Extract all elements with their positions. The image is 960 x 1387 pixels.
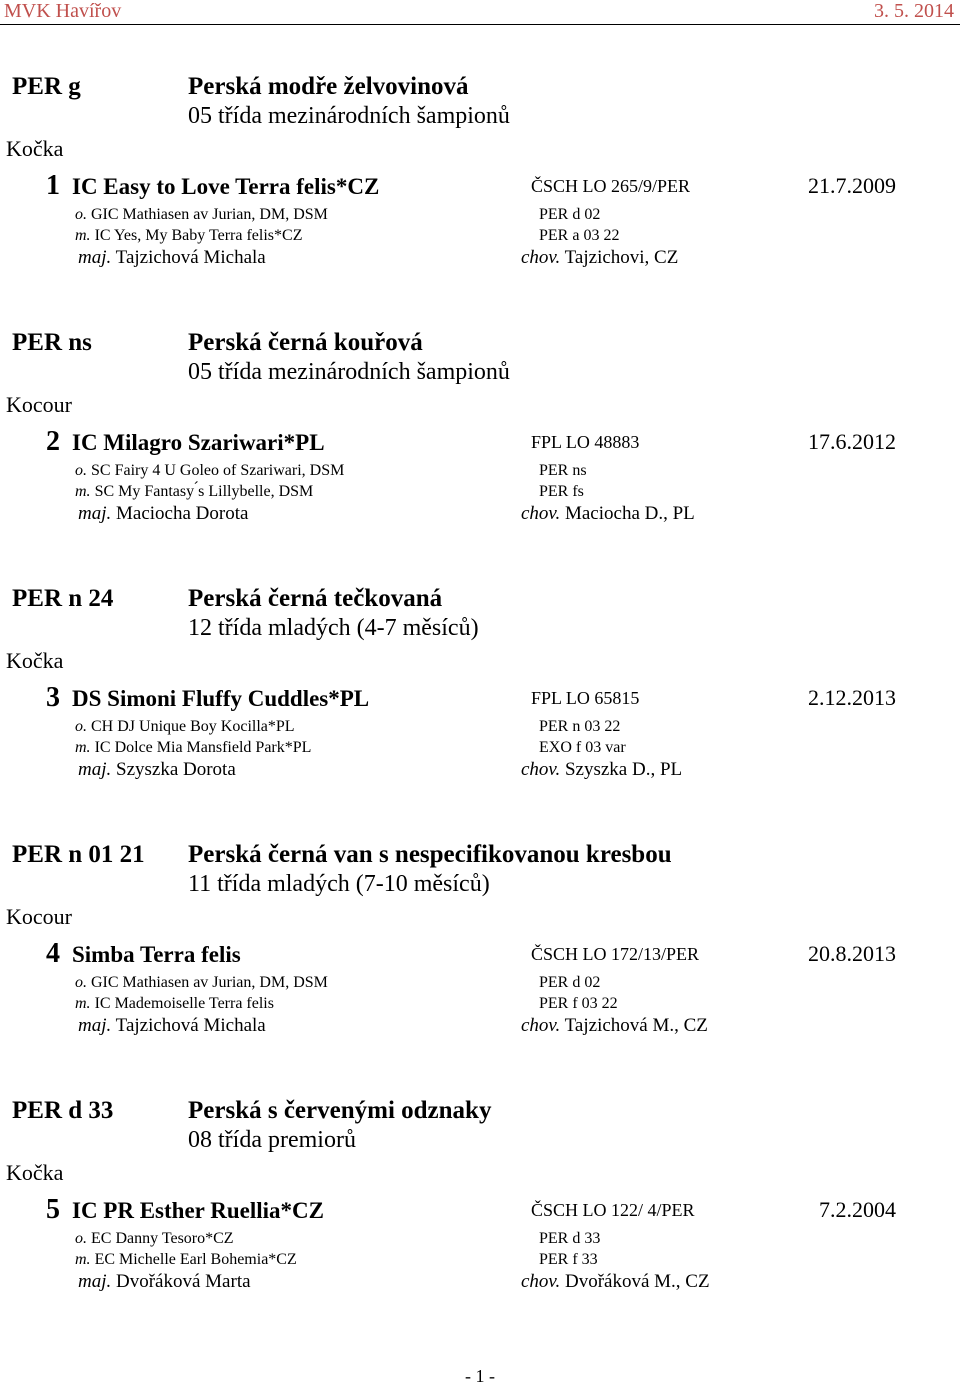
mother-line xyxy=(75,1251,297,1269)
header-club: MVK Havířov xyxy=(4,0,122,22)
father-name: SC Fairy 4 U Goleo of Szariwari, DSM xyxy=(91,462,345,479)
owner-line xyxy=(78,247,266,269)
mother-ems: PER f 33 xyxy=(539,1251,598,1268)
mother-ems: PER fs xyxy=(539,483,584,500)
header-date: 3. 5. 2014 xyxy=(874,0,954,22)
breed-name: Perská černá tečkovaná xyxy=(188,585,443,612)
mother-ems: PER a 03 22 xyxy=(539,227,620,244)
class-name: 05 třída mezinárodních šampionů xyxy=(188,103,510,129)
sex-label: Kočka xyxy=(6,1160,64,1185)
cat-registration: FPL LO 48883 xyxy=(531,432,640,452)
mother-label: m. xyxy=(75,1251,91,1268)
breed-name: Perská černá van s nespecifikovanou kresbou xyxy=(188,841,672,868)
cat-birth-date: 7.2.2004 xyxy=(819,1197,896,1222)
mother-label: m. xyxy=(75,483,91,500)
mother-ems: PER f 03 22 xyxy=(539,995,618,1012)
owner-line xyxy=(78,759,236,781)
breed-section xyxy=(0,585,960,805)
breed-code: PER n 01 21 xyxy=(12,841,145,868)
owner-line xyxy=(78,503,248,525)
owner-name: Szyszka Dorota xyxy=(116,759,236,780)
mother-line xyxy=(75,483,313,501)
breeder-line xyxy=(521,503,695,525)
owner-label: maj. xyxy=(78,503,112,524)
father-label: o. xyxy=(75,718,87,735)
father-name: EC Danny Tesoro*CZ xyxy=(91,1230,234,1247)
owner-label: maj. xyxy=(78,759,112,780)
mother-ems: EXO f 03 var xyxy=(539,739,626,756)
breeder-label: chov. xyxy=(521,1271,561,1292)
breed-section xyxy=(0,841,960,1061)
father-ems: PER d 02 xyxy=(539,206,601,223)
cat-name: IC Easy to Love Terra felis*CZ xyxy=(72,174,380,199)
sex-label: Kočka xyxy=(6,136,64,161)
catalog-number: 3 xyxy=(46,682,60,713)
father-label: o. xyxy=(75,1230,87,1247)
cat-birth-date: 21.7.2009 xyxy=(808,173,896,198)
mother-name: SC My Fantasy ́s Lillybelle, DSM xyxy=(94,483,314,500)
mother-name: IC Mademoiselle Terra felis xyxy=(94,995,274,1012)
mother-name: EC Michelle Earl Bohemia*CZ xyxy=(94,1251,297,1268)
owner-label: maj. xyxy=(78,247,112,268)
breed-section xyxy=(0,73,960,293)
catalog-number: 4 xyxy=(46,938,60,969)
breed-code: PER g xyxy=(12,73,81,100)
mother-line xyxy=(75,227,302,245)
father-ems: PER n 03 22 xyxy=(539,718,621,735)
breeder-label: chov. xyxy=(521,503,561,524)
breed-name: Perská s červenými odznaky xyxy=(188,1097,492,1124)
catalog-number: 1 xyxy=(46,170,60,201)
owner-line xyxy=(78,1271,251,1293)
father-ems: PER ns xyxy=(539,462,587,479)
mother-line xyxy=(75,739,311,757)
mother-line xyxy=(75,995,274,1013)
father-line xyxy=(75,718,295,736)
breeder-name: Maciocha D., PL xyxy=(564,503,695,524)
breed-name: Perská modře želvovinová xyxy=(188,73,469,100)
cat-name: Simba Terra felis xyxy=(72,942,241,967)
father-line xyxy=(75,974,328,992)
breeder-name: Dvořáková M., CZ xyxy=(564,1271,710,1292)
mother-label: m. xyxy=(75,995,91,1012)
father-line xyxy=(75,206,328,224)
father-name: GIC Mathiasen av Jurian, DM, DSM xyxy=(91,206,328,223)
owner-label: maj. xyxy=(78,1015,112,1036)
cat-name: IC Milagro Szariwari*PL xyxy=(72,430,325,455)
header-divider xyxy=(0,24,960,25)
class-name: 05 třída mezinárodních šampionů xyxy=(188,359,510,385)
father-label: o. xyxy=(75,974,87,991)
breeder-label: chov. xyxy=(521,759,561,780)
sex-label: Kocour xyxy=(6,904,72,929)
cat-registration: FPL LO 65815 xyxy=(531,688,640,708)
page-number: - 1 - xyxy=(465,1366,495,1386)
sex-label: Kočka xyxy=(6,648,64,673)
cat-registration: ČSCH LO 172/13/PER xyxy=(531,944,700,964)
mother-label: m. xyxy=(75,739,91,756)
father-line xyxy=(75,462,344,480)
breed-section xyxy=(0,329,960,549)
class-name: 12 třída mladých (4-7 měsíců) xyxy=(188,615,479,641)
father-line xyxy=(75,1230,234,1248)
breed-code: PER ns xyxy=(12,329,92,356)
owner-name: Dvořáková Marta xyxy=(116,1271,251,1292)
breed-code: PER d 33 xyxy=(12,1097,114,1124)
sex-label: Kocour xyxy=(6,392,72,417)
cat-registration: ČSCH LO 122/ 4/PER xyxy=(531,1200,695,1220)
cat-registration: ČSCH LO 265/9/PER xyxy=(531,176,691,196)
breeder-line xyxy=(521,759,682,781)
cat-birth-date: 20.8.2013 xyxy=(808,941,896,966)
owner-label: maj. xyxy=(78,1271,112,1292)
breeder-line xyxy=(521,1015,708,1037)
breed-section xyxy=(0,1097,960,1317)
breeder-name: Tajzichová M., CZ xyxy=(564,1015,708,1036)
breeder-label: chov. xyxy=(521,247,561,268)
class-name: 08 třída premiorů xyxy=(188,1127,356,1153)
breeder-line xyxy=(521,1271,710,1293)
owner-name: Tajzichová Michala xyxy=(115,1015,266,1036)
cat-name: DS Simoni Fluffy Cuddles*PL xyxy=(72,686,370,711)
father-label: o. xyxy=(75,462,87,479)
mother-name: IC Yes, My Baby Terra felis*CZ xyxy=(94,227,303,244)
father-ems: PER d 33 xyxy=(539,1230,601,1247)
catalog-number: 5 xyxy=(46,1194,60,1225)
mother-name: IC Dolce Mia Mansfield Park*PL xyxy=(94,739,312,756)
cat-birth-date: 17.6.2012 xyxy=(808,429,896,454)
page-header xyxy=(0,0,960,22)
breeder-line xyxy=(521,247,678,269)
father-name: CH DJ Unique Boy Kocilla*PL xyxy=(91,718,295,735)
breeder-label: chov. xyxy=(521,1015,561,1036)
owner-line xyxy=(78,1015,266,1037)
father-label: o. xyxy=(75,206,87,223)
cat-name: IC PR Esther Ruellia*CZ xyxy=(72,1198,324,1223)
owner-name: Tajzichová Michala xyxy=(115,247,266,268)
catalog-number: 2 xyxy=(46,426,60,457)
owner-name: Maciocha Dorota xyxy=(116,503,249,524)
breed-name: Perská černá kouřová xyxy=(188,329,423,356)
cat-birth-date: 2.12.2013 xyxy=(808,685,896,710)
father-name: GIC Mathiasen av Jurian, DM, DSM xyxy=(91,974,328,991)
breeder-name: Tajzichovi, CZ xyxy=(564,247,679,268)
breeder-name: Szyszka D., PL xyxy=(564,759,683,780)
breed-code: PER n 24 xyxy=(12,585,114,612)
mother-label: m. xyxy=(75,227,91,244)
class-name: 11 třída mladých (7-10 měsíců) xyxy=(188,871,490,897)
father-ems: PER d 02 xyxy=(539,974,601,991)
